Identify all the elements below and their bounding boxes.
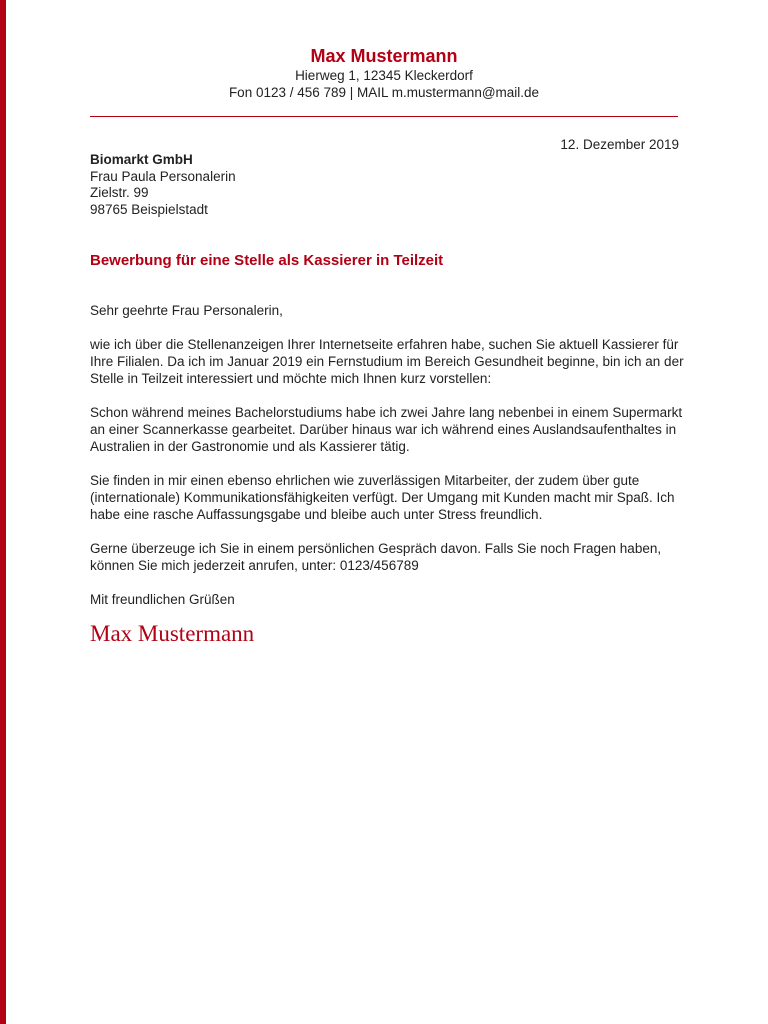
body-paragraph: wie ich über die Stellenanzeigen Ihrer Internetseite erfahren habe, suchen Sie aktuell Kassierer für Ihre Filialen. Da ich im Januar 2019 ein Fernstudium im Bereich Gesundheit beginne, bin ich an der Stelle in Teilzeit interessiert und möchte mich Ihnen kurz vorstellen:: [90, 337, 684, 386]
sender-address: Hierweg 1, 12345 Kleckerdorf: [295, 68, 473, 83]
recipient-person: Frau Paula Personalerin: [90, 168, 236, 184]
signature: Max Mustermann: [90, 621, 255, 646]
left-accent-bar: [0, 0, 6, 1024]
letterhead-divider: [90, 116, 678, 117]
body-paragraph: Gerne überzeuge ich Sie in einem persönlichen Gespräch davon. Falls Sie noch Fragen haben, können Sie mich jederzeit anrufen, unter: 0123/456789: [90, 541, 662, 573]
letter-date: 12. Dezember 2019: [560, 137, 679, 152]
recipient-address-block: [90, 152, 236, 218]
sender-name: Max Mustermann: [310, 46, 458, 66]
salutation: Sehr geehrte Frau Personalerin,: [90, 303, 283, 318]
letterhead: [0, 45, 768, 101]
closing: Mit freundlichen Grüßen: [90, 592, 235, 607]
letter-body: [90, 302, 690, 625]
recipient-company: Biomarkt GmbH: [90, 152, 193, 167]
sender-contact: Fon 0123 / 456 789 | MAIL m.mustermann@mail.de: [228, 85, 540, 100]
recipient-street: Zielstr. 99: [90, 185, 149, 200]
letter-subject: Bewerbung für eine Stelle als Kassierer in Teilzeit: [90, 252, 444, 269]
recipient-city: 98765 Beispielstadt: [90, 201, 208, 217]
body-paragraph: Sie finden in mir einen ebenso ehrlichen wie zuverlässigen Mitarbeiter, der zudem über gute (internationale) Kommunikationsfähigkeiten verfügt. Der Umgang mit Kunden macht mir Spaß. Ich habe eine rasche Auffassungsgabe und bleibe auch unter Stress freundlich.: [90, 473, 675, 522]
body-paragraph: Schon während meines Bachelorstudiums habe ich zwei Jahre lang nebenbei in einem Supermarkt an einer Scannerkasse gearbeitet. Darüber hinaus war ich während eines Auslandsaufenthaltes in Australien in der Gastronomie und als Kassierer tätig.: [90, 405, 683, 454]
